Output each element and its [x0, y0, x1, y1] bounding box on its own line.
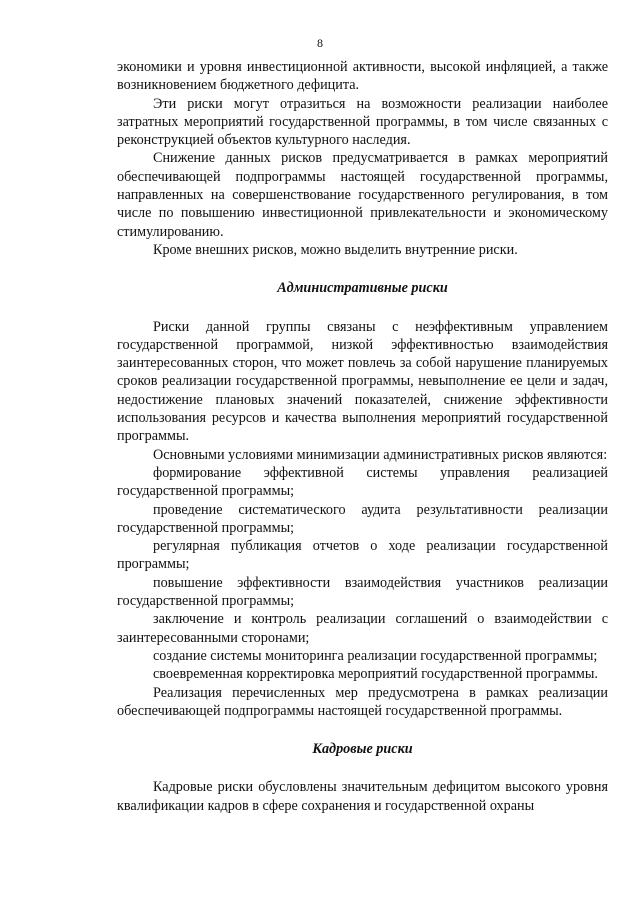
paragraph-continuation: экономики и уровня инвестиционной активности, высокой инфляцией, а также возникновением бюджетного дефицита. — [117, 59, 608, 94]
heading-administrative-risks: Административные риски — [277, 280, 448, 297]
list-item: своевременная корректировка мероприятий государственной программы. — [153, 666, 598, 683]
paragraph-hr-intro: Кадровые риски обусловлены значительным дефицитом высокого уровня квалификации кадров в сфере сохранения и государственной охраны — [117, 779, 608, 814]
heading-hr-risks: Кадровые риски — [312, 741, 413, 758]
spacer — [117, 259, 608, 279]
paragraph-risk-reduction: Снижение данных рисков предусматривается в рамках мероприятий обеспечивающей подпрограммы настоящей государственной программы, направленных на совершенствование государственного регулирования, в том числе по повышению инвестиционной привлекательности и экономическому стимулированию. — [117, 150, 608, 240]
list-item: повышение эффективности взаимодействия участников реализации государственной программы; — [117, 574, 608, 610]
list-item: заключение и контроль реализации соглашений о взаимодействии с заинтересованными сторонами; — [117, 611, 608, 646]
list-item: проведение систематического аудита результативности реализации государственной программы; — [117, 501, 608, 536]
paragraph-admin-intro: Риски данной группы связаны с неэффективным управлением государственной программой, низкой эффективностью взаимодействия заинтересованных сторон, что может повлечь за собой нарушение планируемых сроков реализации государственной программы, невыполнение ее цели и задач, недостижение плановых значений показателей, снижение эффективности использования ресурсов и качества выполнения мероприятий государственной программы. — [117, 318, 608, 445]
paragraph-admin-conclusion: Реализация перечисленных мер предусмотрена в рамках реализации обеспечивающей подпрограммы настоящей государственной программы. — [117, 684, 608, 719]
page-number: 8 — [317, 36, 323, 50]
paragraph-internal-risks: Кроме внешних рисков, можно выделить внутренние риски. — [153, 241, 518, 258]
paragraph-admin-conditions: Основными условиями минимизации административных рисков являются: — [153, 446, 608, 463]
list-item: формирование эффективной системы управления реализацией государственной программы; — [117, 464, 608, 500]
list-item: создание системы мониторинга реализации государственной программы; — [153, 647, 598, 664]
spacer — [117, 758, 608, 778]
spacer — [117, 720, 608, 740]
paragraph-risks-impact: Эти риски могут отразиться на возможности реализации наиболее затратных мероприятий государственной программы, в том числе связанных с реконструкцией объектов культурного наследия. — [117, 95, 608, 149]
document-body — [117, 58, 608, 815]
spacer — [117, 298, 608, 318]
list-item: регулярная публикация отчетов о ходе реализации государственной программы; — [117, 538, 608, 573]
